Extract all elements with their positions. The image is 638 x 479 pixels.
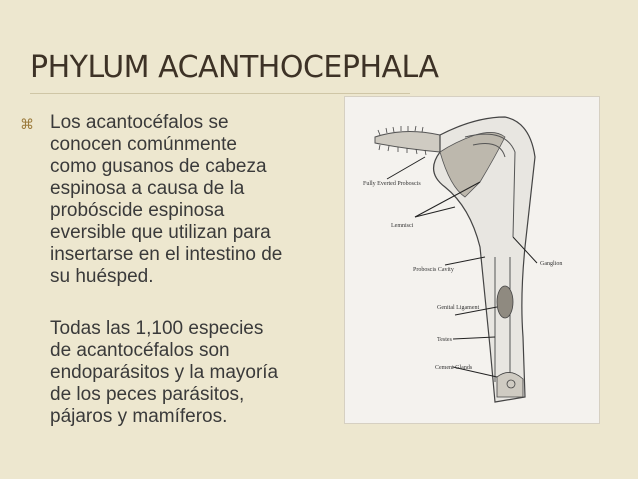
label-proboscis: Fully Everted Proboscis — [363, 181, 421, 187]
paragraph-species: Todas las 1,100 especies de acantocéfalos son endoparásitos y la mayoría de los peces parásitos, pájaros y mamíferos. — [50, 318, 279, 427]
acanthocephala-diagram — [344, 96, 600, 424]
title-divider — [30, 93, 410, 94]
x-bullet-icon: ⌘ — [20, 116, 34, 132]
label-lemnisci: Lemnisci — [391, 223, 414, 229]
proboscis-shape — [375, 126, 444, 155]
label-proboscis-cavity: Proboscis Cavity — [413, 267, 454, 273]
label-ganglion: Ganglion — [540, 261, 563, 267]
slide-title: PHYLUM ACANTHOCEPHALA — [30, 50, 439, 85]
body-trunk — [434, 117, 535, 402]
anatomy-drawing — [345, 97, 599, 423]
paragraph-description: Los acantocéfalos se conocen comúnmente como gusanos de cabeza espinosa a causa de la probóscide espinosa eversible que utilizan para insertarse en el intestino de su huésped. — [50, 112, 283, 287]
label-cement-glands: Cement Glands — [435, 365, 473, 371]
label-testes: Testes — [437, 337, 452, 343]
label-genital-ligament: Genital Ligament — [437, 305, 480, 311]
